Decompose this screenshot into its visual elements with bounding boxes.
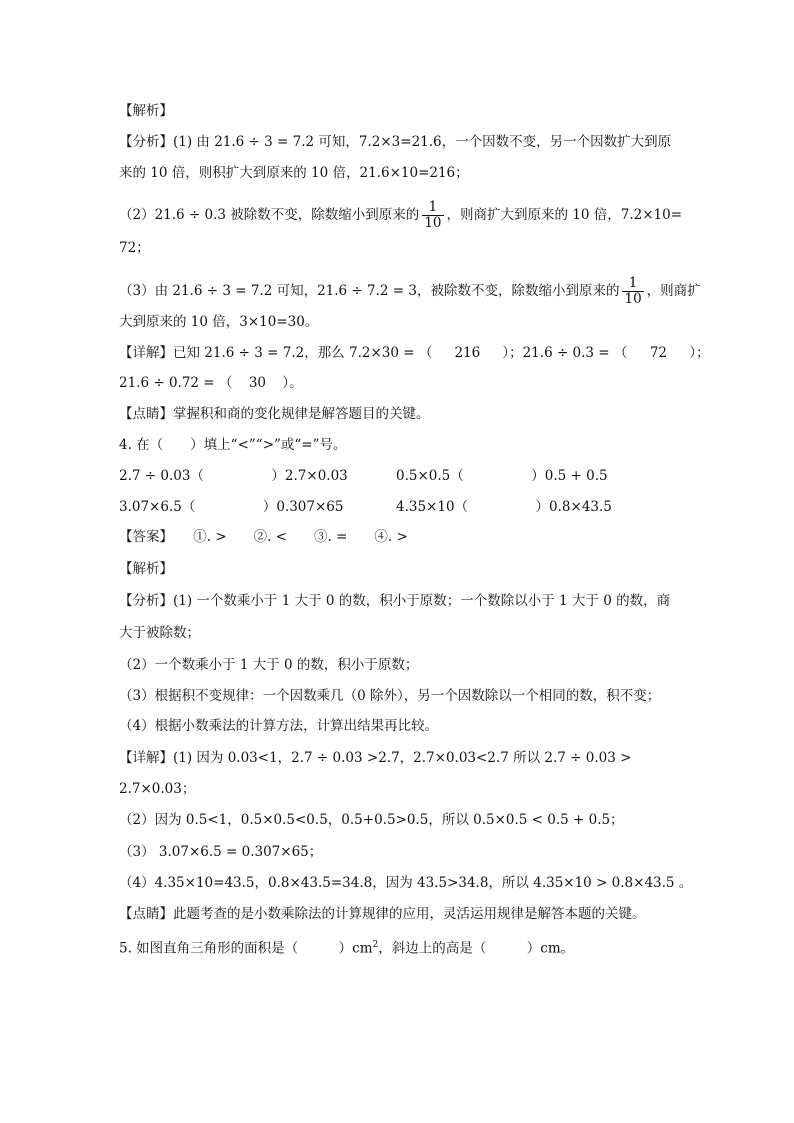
- analysis-line-1: 【分析】(1) 由 21.6 ÷ 3 = 7.2 可知，7.2×3=21.6，一个因数不变，另一个因数扩大到原: [119, 134, 672, 150]
- answer-blank-3: 30: [248, 375, 266, 391]
- detail-line-1: [119, 343, 710, 363]
- q4-jiexi-heading: 【解析】: [119, 561, 173, 577]
- analysis-part-2: [119, 200, 682, 231]
- q4-detail-1: 【详解】(1) 因为 0.03<1，2.7 ÷ 0.03 >2.7，2.7×0.03<2.7 所以 2.7 ÷ 0.03 >: [119, 750, 632, 766]
- q4-dianjing: 【点睛】此题考查的是小数乘除法的计算规律的应用，灵活运用规律是解答本题的关键。: [119, 906, 646, 922]
- q4-analysis-4: （4）根据小数乘法的计算方法，计算出结果再比较。: [119, 718, 439, 734]
- detail-line-2: [119, 373, 303, 393]
- dianjing-line: 【点睛】掌握积和商的变化规律是解答题目的关键。: [119, 406, 430, 422]
- part2-text-b: ，则商扩大到原来的 10 倍，7.2×10=: [446, 207, 683, 223]
- analysis-line-2: 来的 10 倍，则积扩大到原来的 10 倍，21.6×10=216；: [119, 165, 469, 181]
- analysis-part-2-cont: 72；: [119, 240, 150, 256]
- q4-row1-right: 0.5×0.5（ ）0.5 + 0.5: [396, 468, 608, 484]
- analysis-part-3: [119, 276, 701, 307]
- fraction-one-tenth: [422, 200, 443, 231]
- q4-analysis-2: （2）一个数乘小于 1 大于 0 的数，积小于原数；: [119, 657, 419, 673]
- detail-text-a: 【详解】已知 21.6 ÷ 3 = 7.2，那么 7.2×30 = （: [119, 345, 433, 361]
- q4-answer: 【答案】 ①. > ②. < ③. = ④. >: [119, 529, 408, 545]
- answer-blank-1: 216: [454, 345, 481, 361]
- q4-row2-left: 3.07×6.5（ ）0.307×65: [119, 499, 344, 515]
- detail-text-c: ）；: [689, 345, 710, 361]
- jiexi-heading: 【解析】: [119, 103, 173, 119]
- q4-analysis-1-cont: 大于被除数；: [119, 625, 200, 641]
- q5-superscript: 2: [372, 940, 379, 950]
- part3-text-b: ，则商扩: [646, 283, 701, 299]
- detail-text-d: 21.6 ÷ 0.72 = （: [119, 375, 233, 391]
- q4-detail-4: （4）4.35×10=43.5，0.8×43.5=34.8，因为 43.5>34.8，所以 4.35×10 > 0.8×43.5 。: [119, 875, 693, 891]
- fraction-numerator: 1: [422, 200, 443, 216]
- detail-text-e: ）。: [282, 375, 303, 391]
- question-5-title: [119, 935, 574, 959]
- fraction-numerator: 1: [622, 276, 643, 292]
- part2-text-a: （2）21.6 ÷ 0.3 被除数不变，除数缩小到原来的: [119, 207, 420, 223]
- fraction-one-tenth: [622, 276, 643, 307]
- answer-blank-2: 72: [649, 345, 668, 361]
- fraction-denominator: 10: [624, 291, 642, 307]
- q4-analysis-3: （3）根据积不变规律：一个因数乘几（0 除外），另一个因数除以一个相同的数，积不变；: [119, 688, 661, 704]
- q5-text-b: ，斜边上的高是（ ）cm。: [378, 940, 575, 957]
- q4-detail-2: （2）因为 0.5<1，0.5×0.5<0.5，0.5+0.5>0.5，所以 0.5×0.5 < 0.5 + 0.5；: [119, 812, 624, 828]
- analysis-part-3-cont: 大到原来的 10 倍，3×10=30。: [119, 314, 319, 330]
- fraction-denominator: 10: [424, 215, 442, 231]
- q4-analysis-1: 【分析】(1) 一个数乘小于 1 大于 0 的数，积小于原数；一个数除以小于 1 大于 0 的数，商: [119, 593, 671, 609]
- question-4-title: 4. 在（ ）填上“<”“>”或“=”号。: [119, 437, 347, 453]
- q4-row2-right: 4.35×10（ ）0.8×43.5: [396, 499, 612, 515]
- q5-text-a: 5. 如图直角三角形的面积是（ ）cm: [119, 940, 373, 957]
- detail-text-b: ）；21.6 ÷ 0.3 = （: [502, 345, 628, 361]
- q4-row1-left: 2.7 ÷ 0.03（ ）2.7×0.03: [119, 468, 348, 484]
- q4-detail-3: （3） 3.07×6.5 = 0.307×65；: [119, 844, 323, 860]
- part3-text-a: （3）由 21.6 ÷ 3 = 7.2 可知，21.6 ÷ 7.2 = 3，被除数不变，除数缩小到原来的: [119, 283, 620, 299]
- q4-detail-1-cont: 2.7×0.03；: [119, 781, 196, 797]
